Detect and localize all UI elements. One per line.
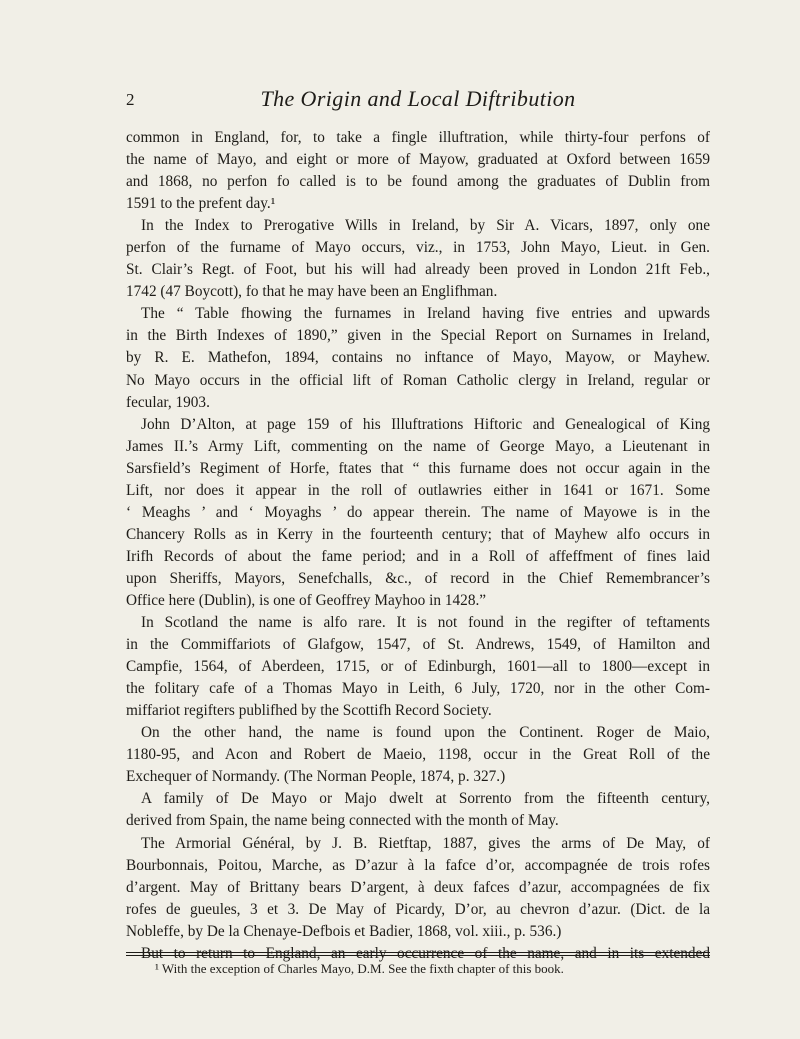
text-line: derived from Spain, the name being connected with the month of May. <box>126 812 559 830</box>
text-line: ‘ Meaghs ’ and ‘ Moyaghs ’ do appear therein. The name of Mayowe is in the <box>126 503 710 521</box>
text-line: and 1868, no perfon fo called is to be found among the graduates of Dublin from <box>126 173 710 191</box>
text-line: No Mayo occurs in the official lift of Roman Catholic clergy in Ireland, regular or <box>126 371 710 389</box>
text-line: Office here (Dublin), is one of Geoffrey Mayhoo in 1428.” <box>126 591 487 609</box>
running-title: The Origin and Local Diftribution <box>260 86 576 111</box>
text-line: In the Index to Prerogative Wills in Ireland, by Sir A. Vicars, 1897, only one <box>141 217 710 235</box>
text-line: 1742 (47 Boycott), fo that he may have been an Englifhman. <box>126 283 498 301</box>
text-line: Nobleffe, by De la Chenaye-Defbois et Badier, 1868, vol. xiii., p. 536.) <box>126 922 562 940</box>
text-line: by R. E. Mathefon, 1894, contains no inftance of Mayo, Mayow, or Mayhew. <box>126 349 710 367</box>
text-line: the folitary cafe of a Thomas Mayo in Leith, 6 July, 1720, nor in the other Com- <box>126 680 710 698</box>
text-line: In Scotland the name is alfo rare. It is not found in the regifter of teftaments <box>141 614 710 632</box>
text-line: Campfie, 1564, of Aberdeen, 1715, or of Edinburgh, 1601—all to 1800—except in <box>126 658 710 676</box>
text-line: Bourbonnais, Poitou, Marche, as D’azur à la fafce d’or, accompagnée de trois rofes <box>126 856 710 874</box>
text-line: A family of De Mayo or Majo dwelt at Sorrento from the fifteenth century, <box>141 790 710 808</box>
text-line: But to return to England, an early occurrence of the name, and in its extended <box>141 944 710 962</box>
text-line: 1180-95, and Acon and Robert de Maeio, 1198, occur in the Great Roll of the <box>126 746 710 764</box>
text-line: Chancery Rolls as in Kerry in the fourteenth century; that of Mayhew alfo occurs in <box>126 525 710 543</box>
text-line: in the Commiffariots of Glafgow, 1547, of St. Andrews, 1549, of Hamilton and <box>126 636 710 654</box>
text-line: On the other hand, the name is found upon the Continent. Roger de Maio, <box>141 724 710 742</box>
text-line: The Armorial Général, by J. B. Rietftap, 1887, gives the arms of De May, of <box>141 834 710 852</box>
text-line: Irifh Records of about the fame period; and in a Roll of affeffment of fines laid <box>126 547 710 565</box>
text-line: in the Birth Indexes of 1890,” given in the Special Report on Surnames in Ireland, <box>126 327 710 345</box>
text-line: miffariot regifters publifhed by the Scottifh Record Society. <box>126 702 492 720</box>
footnote-rule <box>126 952 710 953</box>
text-line: the name of Mayo, and eight or more of Mayow, graduated at Oxford between 1659 <box>126 151 710 169</box>
text-line: d’argent. May of Brittany bears D’argent, à deux fafces d’azur, accompagnées de fix <box>126 878 710 896</box>
text-line: Sarsfield’s Regiment of Horfe, ftates that “ this furname does not occur again in the <box>126 459 710 477</box>
text-line: 1591 to the prefent day.¹ <box>126 195 276 213</box>
text-line: fecular, 1903. <box>126 393 210 411</box>
text-line: perfon of the furname of Mayo occurs, viz., in 1753, John Mayo, Lieut. in Gen. <box>126 239 710 257</box>
page-number: 2 <box>126 90 135 109</box>
text-line: The “ Table fhowing the furnames in Ireland having five entries and upwards <box>141 305 710 323</box>
body-text <box>126 127 710 965</box>
text-line: John D’Alton, at page 159 of his Illuftrations Hiftoric and Genealogical of King <box>141 415 710 433</box>
text-line: common in England, for, to take a fingle illuftration, while thirty-four perfons of <box>126 129 710 146</box>
text-line: St. Clair’s Regt. of Foot, but his will had already been proved in London 21ft Feb., <box>126 261 710 279</box>
footnote: ¹ With the exception of Charles Mayo, D.M. See the fixth chapter of this book. <box>155 961 564 976</box>
text-line: Lift, nor does it appear in the roll of outlawries either in 1641 or 1671. Some <box>126 481 710 499</box>
text-line: Exchequer of Normandy. (The Norman People, 1874, p. 327.) <box>126 768 506 786</box>
text-line: James II.’s Army Lift, commenting on the name of George Mayo, a Lieutenant in <box>126 437 710 455</box>
text-line: rofes de gueules, 3 et 3. De May of Picardy, D’or, au chevron d’azur. (Dict. de la <box>126 900 710 918</box>
text-line: upon Sheriffs, Mayors, Senefchalls, &c., of record in the Chief Remembrancer’s <box>126 569 710 587</box>
page-header <box>126 86 710 120</box>
